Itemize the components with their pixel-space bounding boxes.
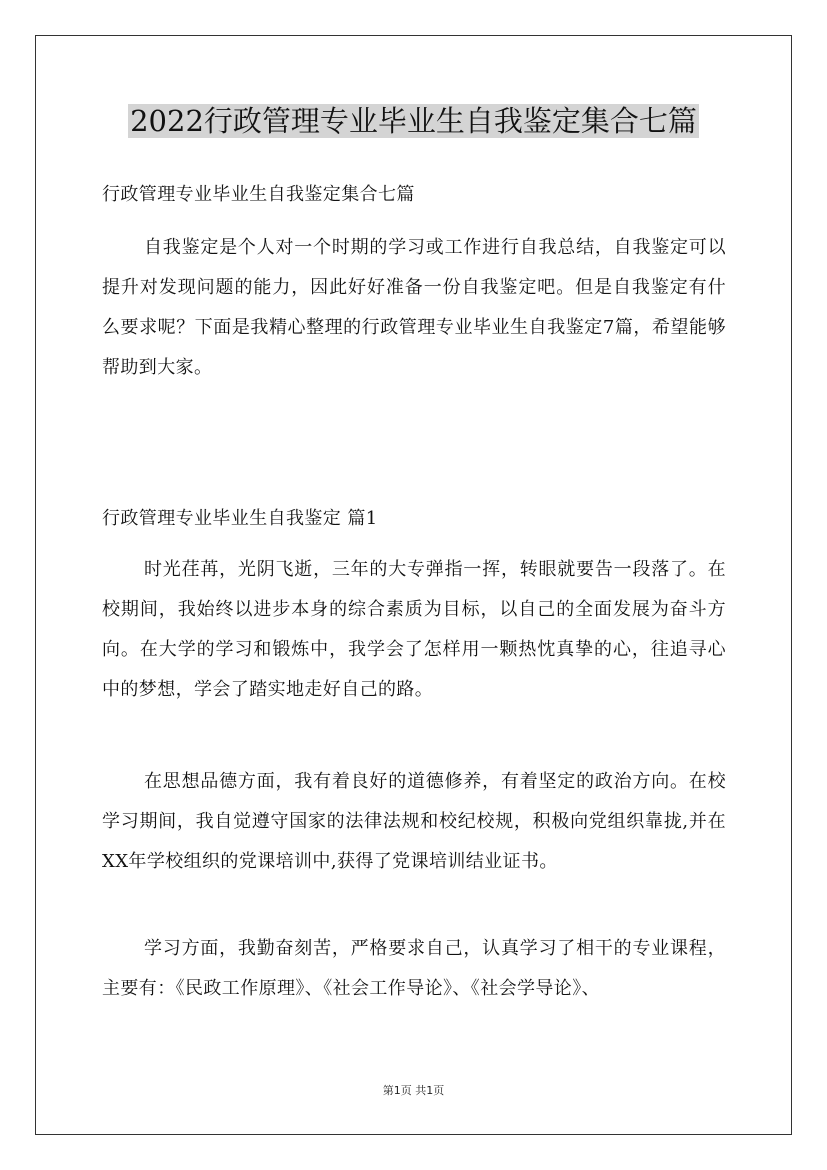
document-title-text: 2022行政管理专业毕业生自我鉴定集合七篇 [130, 104, 697, 138]
body-paragraph-3: 学习方面，我勤奋刻苦，严格要求自己，认真学习了相干的专业课程，主要有：《民政工作原理》、《社会工作导论》、《社会学导论》、 [102, 938, 726, 999]
page-footer: 第1页 共1页 [382, 1084, 445, 1097]
intro-paragraph: 自我鉴定是个人对一个时期的学习或工作进行自我总结，自我鉴定可以提升对发现问题的能力，因此好好准备一份自我鉴定吧。但是自我鉴定有什么要求呢？下面是我精心整理的行政管理专业毕业生自我鉴定7篇，希望能够帮助到大家。 [102, 237, 726, 378]
document-title [0, 100, 827, 142]
document-subtitle: 行政管理专业毕业生自我鉴定集合七篇 [102, 184, 415, 205]
section-heading: 行政管理专业毕业生自我鉴定 篇1 [102, 508, 378, 529]
body-paragraph-1: 时光荏苒，光阴飞逝，三年的大专弹指一挥，转眼就要告一段落了。在校期间，我始终以进步本身的综合素质为目标，以自己的全面发展为奋斗方向。在大学的学习和锻炼中，我学会了怎样用一颗热忱真挚的心，往追寻心中的梦想，学会了踏实地走好自己的路。 [102, 559, 726, 700]
body-paragraph-2: 在思想品德方面，我有着良好的道德修养，有着坚定的政治方向。在校学习期间，我自觉遵守国家的法律法规和校纪校规，积极向党组织靠拢,并在XX年学校组织的党课培训中,获得了党课培训结业证书。 [102, 771, 726, 872]
